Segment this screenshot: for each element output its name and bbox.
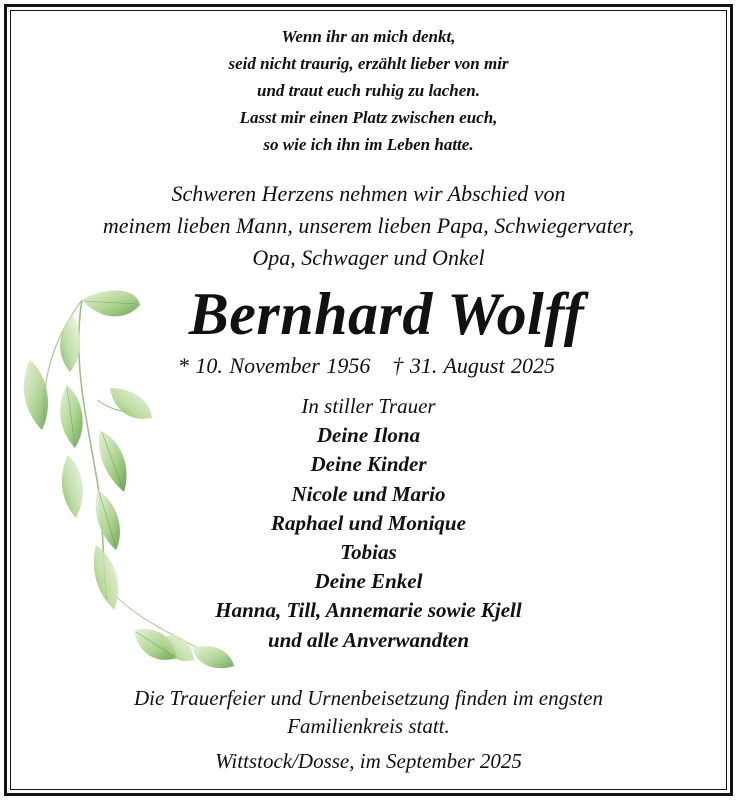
birth-date: * 10. November 1956 [177, 353, 371, 378]
mourner-line: Nicole und Mario [291, 481, 446, 506]
life-dates [0, 350, 735, 382]
mourner-line: Deine Ilona [316, 423, 421, 448]
death-date: † 31. August 2025 [392, 353, 556, 378]
intro-line: meinem lieben Mann, unserem lieben Papa, Schwiegervater, [102, 213, 635, 238]
mourner-line: Deine Enkel [314, 569, 423, 594]
funeral-notice-line: Die Trauerfeier und Urnenbeisetzung finden im engsten [134, 686, 603, 710]
funeral-notice [0, 684, 737, 740]
mourner-line: Hanna, Till, Annemarie sowie Kjell [215, 598, 522, 623]
poem-line: und traut euch ruhig zu lachen. [257, 81, 480, 100]
poem-line: seid nicht traurig, erzählt lieber von mir [228, 54, 509, 73]
mourners-heading: In stiller Trauer [301, 394, 436, 418]
place-and-date: Wittstock/Dosse, im September 2025 [215, 749, 522, 773]
poem-line: Wenn ihr an mich denkt, [281, 27, 456, 46]
intro-line: Opa, Schwager und Onkel [252, 245, 485, 270]
deceased-name: Bernhard Wolff [188, 281, 585, 347]
mourner-line: und alle Anverwandten [267, 627, 470, 652]
intro-text [0, 178, 737, 274]
poem [0, 23, 737, 158]
mourners-list [0, 392, 737, 655]
mourner-line: Raphael und Monique [271, 510, 466, 535]
funeral-notice-line: Familienkreis statt. [287, 714, 450, 738]
poem-line: so wie ich ihn im Leben hatte. [263, 135, 474, 154]
mourner-line: Tobias [340, 540, 397, 565]
intro-line: Schweren Herzens nehmen wir Abschied von [171, 181, 566, 206]
mourner-line: Deine Kinder [310, 452, 427, 477]
poem-line: Lasst mir einen Platz zwischen euch, [239, 108, 498, 127]
